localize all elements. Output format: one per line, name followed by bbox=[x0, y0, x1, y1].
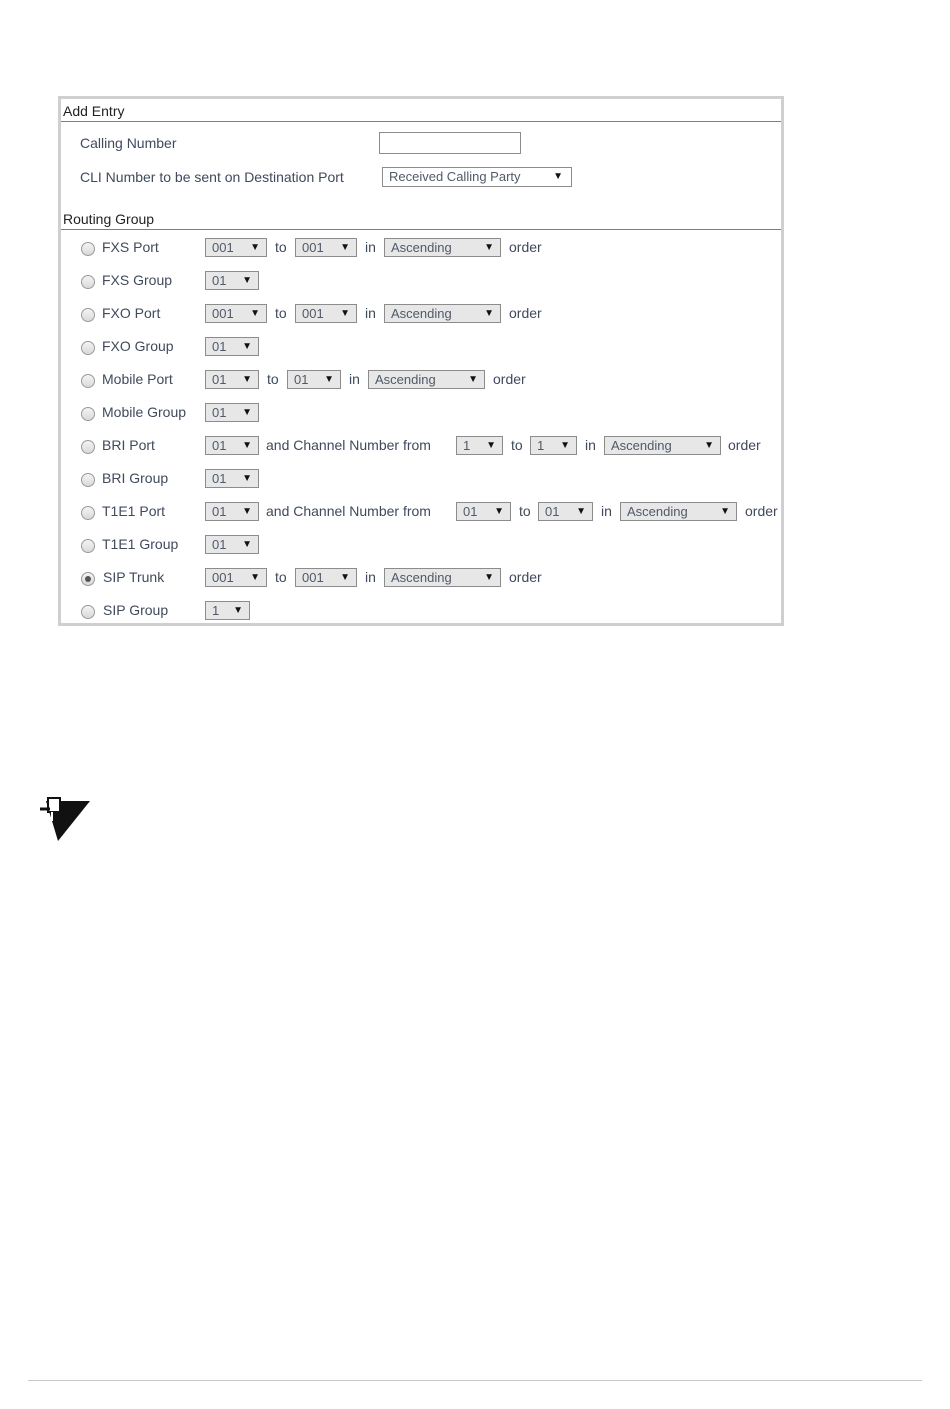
radio-mobile-group[interactable] bbox=[81, 407, 95, 421]
select-value: 01 bbox=[212, 273, 227, 288]
select-value: Ascending bbox=[611, 438, 672, 453]
fxo-port-to-select[interactable] bbox=[295, 304, 357, 323]
sip-group-label: SIP Group bbox=[103, 602, 169, 618]
select-value: Ascending bbox=[391, 306, 452, 321]
to-text: to bbox=[267, 371, 279, 387]
fxo-port-from-select[interactable] bbox=[205, 304, 267, 323]
select-value: 01 bbox=[212, 339, 227, 354]
select-value: 01 bbox=[463, 504, 478, 519]
t1e1-port-order-select[interactable] bbox=[620, 502, 737, 521]
radio-t1e1-group[interactable] bbox=[81, 539, 95, 553]
to-text: to bbox=[275, 569, 287, 585]
calling-number-label: Calling Number bbox=[80, 135, 177, 151]
sip-trunk-order-select[interactable] bbox=[384, 568, 501, 587]
order-text: order bbox=[509, 239, 542, 255]
chevron-down-icon: ▼ bbox=[233, 605, 243, 616]
select-value: 001 bbox=[302, 306, 324, 321]
mobile-port-order-select[interactable] bbox=[368, 370, 485, 389]
select-value: 001 bbox=[212, 570, 234, 585]
mobile-port-label: Mobile Port bbox=[102, 371, 173, 387]
bri-port-select[interactable] bbox=[205, 436, 259, 455]
fxs-port-to-select[interactable] bbox=[295, 238, 357, 257]
sip-trunk-to-select[interactable] bbox=[295, 568, 357, 587]
radio-bri-port[interactable] bbox=[81, 440, 95, 454]
mobile-port-to-select[interactable] bbox=[287, 370, 341, 389]
radio-sip-group[interactable] bbox=[81, 605, 95, 619]
chevron-down-icon: ▼ bbox=[468, 374, 478, 385]
fxs-group-label: FXS Group bbox=[102, 272, 173, 288]
chevron-down-icon: ▼ bbox=[242, 473, 252, 484]
order-text: order bbox=[728, 437, 761, 453]
chevron-down-icon: ▼ bbox=[242, 407, 252, 418]
order-text: order bbox=[745, 503, 778, 519]
order-text: order bbox=[509, 305, 542, 321]
radio-sip-trunk[interactable] bbox=[81, 572, 95, 586]
radio-fxo-group[interactable] bbox=[81, 341, 95, 355]
chevron-down-icon: ▼ bbox=[484, 242, 494, 253]
add-entry-title: Add Entry bbox=[61, 101, 781, 122]
radio-bri-group[interactable] bbox=[81, 473, 95, 487]
select-value: 001 bbox=[212, 306, 234, 321]
to-text: to bbox=[275, 305, 287, 321]
select-value: Ascending bbox=[391, 570, 452, 585]
chevron-down-icon: ▼ bbox=[720, 506, 730, 517]
fxs-group-select[interactable] bbox=[205, 271, 259, 290]
chevron-down-icon: ▼ bbox=[484, 572, 494, 583]
chevron-down-icon: ▼ bbox=[340, 572, 350, 583]
chevron-down-icon: ▼ bbox=[560, 440, 570, 451]
select-value: 001 bbox=[302, 240, 324, 255]
mobile-group-select[interactable] bbox=[205, 403, 259, 422]
in-text: in bbox=[365, 239, 376, 255]
routing-group-title: Routing Group bbox=[61, 209, 781, 230]
fxs-port-from-select[interactable] bbox=[205, 238, 267, 257]
select-value: 01 bbox=[212, 438, 227, 453]
select-value: 01 bbox=[212, 471, 227, 486]
select-value: 1 bbox=[537, 438, 545, 453]
chevron-down-icon: ▼ bbox=[250, 242, 260, 253]
chevron-down-icon: ▼ bbox=[340, 308, 350, 319]
select-value: 1 bbox=[463, 438, 471, 453]
fxo-port-order-select[interactable] bbox=[384, 304, 501, 323]
in-text: in bbox=[601, 503, 612, 519]
fxo-group-label: FXO Group bbox=[102, 338, 174, 354]
in-text: in bbox=[585, 437, 596, 453]
chevron-down-icon: ▼ bbox=[494, 506, 504, 517]
radio-fxs-port[interactable] bbox=[81, 242, 95, 256]
to-text: to bbox=[511, 437, 523, 453]
t1e1-channel-to-select[interactable] bbox=[538, 502, 593, 521]
radio-fxo-port[interactable] bbox=[81, 308, 95, 322]
radio-mobile-port[interactable] bbox=[81, 374, 95, 388]
select-value: 01 bbox=[212, 537, 227, 552]
select-value: Ascending bbox=[375, 372, 436, 387]
footer-divider bbox=[28, 1380, 922, 1381]
channel-from-text: and Channel Number from bbox=[266, 503, 431, 519]
note-pin-icon bbox=[36, 795, 92, 843]
t1e1-channel-from-select[interactable] bbox=[456, 502, 511, 521]
cli-number-select[interactable] bbox=[382, 167, 572, 187]
radio-fxs-group[interactable] bbox=[81, 275, 95, 289]
sip-trunk-from-select[interactable] bbox=[205, 568, 267, 587]
in-text: in bbox=[349, 371, 360, 387]
bri-port-label: BRI Port bbox=[102, 437, 155, 453]
to-text: to bbox=[275, 239, 287, 255]
bri-port-order-select[interactable] bbox=[604, 436, 721, 455]
chevron-down-icon: ▼ bbox=[242, 440, 252, 451]
chevron-down-icon: ▼ bbox=[242, 275, 252, 286]
select-value: 001 bbox=[212, 240, 234, 255]
chevron-down-icon: ▼ bbox=[250, 308, 260, 319]
select-value: 01 bbox=[294, 372, 309, 387]
calling-number-input[interactable] bbox=[379, 132, 521, 154]
to-text: to bbox=[519, 503, 531, 519]
select-value: 01 bbox=[212, 405, 227, 420]
select-value: Ascending bbox=[627, 504, 688, 519]
bri-group-label: BRI Group bbox=[102, 470, 169, 486]
chevron-down-icon: ▼ bbox=[242, 341, 252, 352]
chevron-down-icon: ▼ bbox=[242, 539, 252, 550]
add-entry-panel bbox=[58, 96, 784, 626]
chevron-down-icon: ▼ bbox=[704, 440, 714, 451]
chevron-down-icon: ▼ bbox=[250, 572, 260, 583]
order-text: order bbox=[509, 569, 542, 585]
chevron-down-icon: ▼ bbox=[486, 440, 496, 451]
select-value: 01 bbox=[212, 372, 227, 387]
fxo-group-select[interactable] bbox=[205, 337, 259, 356]
cli-number-value: Received Calling Party bbox=[389, 169, 521, 184]
fxs-port-order-select[interactable] bbox=[384, 238, 501, 257]
mobile-port-from-select[interactable] bbox=[205, 370, 259, 389]
fxs-port-label: FXS Port bbox=[102, 239, 159, 255]
chevron-down-icon: ▼ bbox=[576, 506, 586, 517]
chevron-down-icon: ▼ bbox=[324, 374, 334, 385]
bri-group-select[interactable] bbox=[205, 469, 259, 488]
order-text: order bbox=[493, 371, 526, 387]
select-value: 001 bbox=[302, 570, 324, 585]
sip-trunk-label: SIP Trunk bbox=[103, 569, 165, 585]
chevron-down-icon: ▼ bbox=[553, 171, 563, 182]
sip-group-select[interactable] bbox=[205, 601, 250, 620]
radio-t1e1-port[interactable] bbox=[81, 506, 95, 520]
in-text: in bbox=[365, 305, 376, 321]
t1e1-group-select[interactable] bbox=[205, 535, 259, 554]
mobile-group-label: Mobile Group bbox=[102, 404, 187, 420]
fxo-port-label: FXO Port bbox=[102, 305, 161, 321]
in-text: in bbox=[365, 569, 376, 585]
t1e1-port-select[interactable] bbox=[205, 502, 259, 521]
select-value: Ascending bbox=[391, 240, 452, 255]
cli-number-label: CLI Number to be sent on Destination Port bbox=[80, 169, 344, 185]
chevron-down-icon: ▼ bbox=[340, 242, 350, 253]
t1e1-group-label: T1E1 Group bbox=[102, 536, 179, 552]
chevron-down-icon: ▼ bbox=[484, 308, 494, 319]
select-value: 1 bbox=[212, 603, 220, 618]
t1e1-port-label: T1E1 Port bbox=[102, 503, 166, 519]
chevron-down-icon: ▼ bbox=[242, 506, 252, 517]
bri-channel-to-select[interactable] bbox=[530, 436, 577, 455]
select-value: 01 bbox=[545, 504, 560, 519]
channel-from-text: and Channel Number from bbox=[266, 437, 431, 453]
chevron-down-icon: ▼ bbox=[242, 374, 252, 385]
select-value: 01 bbox=[212, 504, 227, 519]
bri-channel-from-select[interactable] bbox=[456, 436, 503, 455]
